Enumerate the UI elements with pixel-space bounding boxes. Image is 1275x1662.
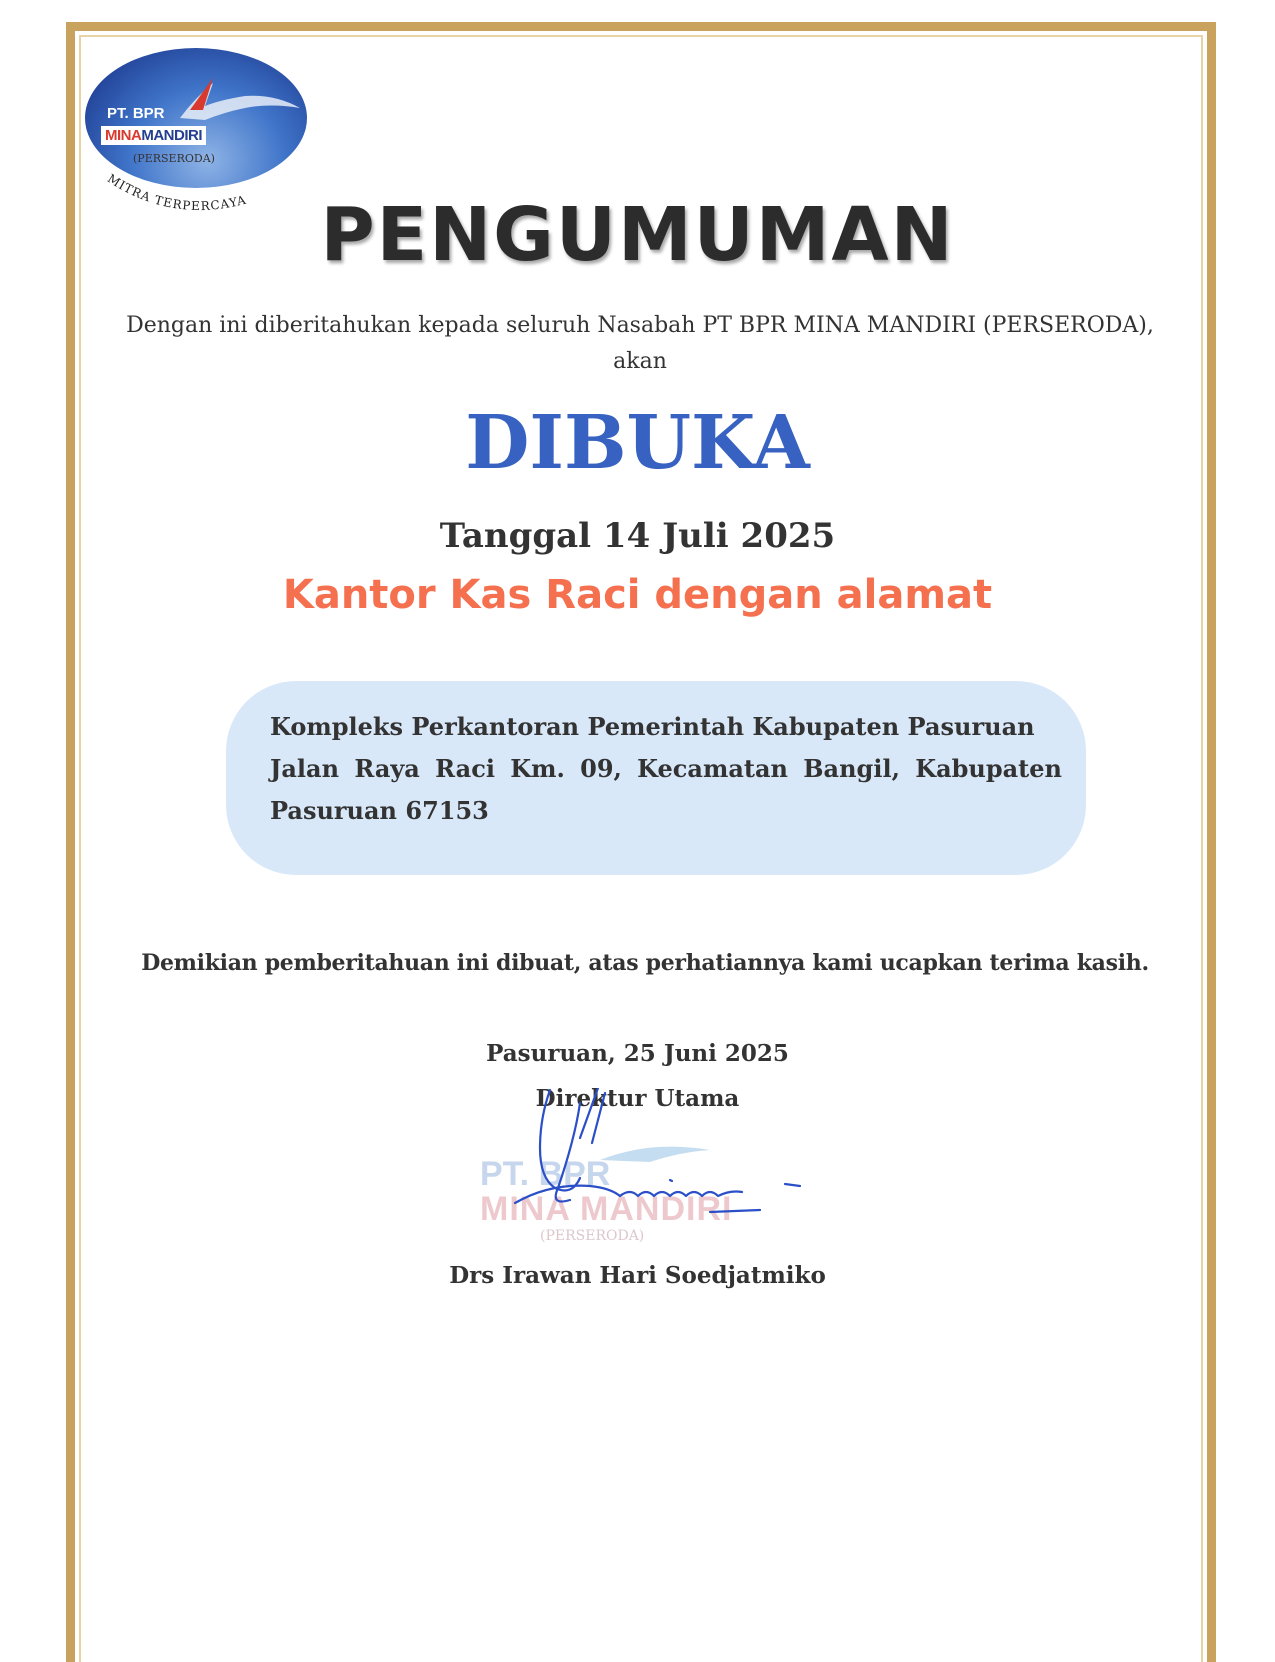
place-date: Pasuruan, 25 Juni 2025 [486,1040,789,1067]
office-heading: Kantor Kas Raci dengan alamat [282,572,993,618]
status-heading: DIBUKA [465,400,810,486]
opening-date: Tanggal 14 Juli 2025 [439,516,836,556]
logo-text-mina-mandiri: MINAMANDIRI [101,126,206,145]
signature [510,1088,840,1248]
intro-text [70,308,1210,380]
intro-line-1: Dengan ini diberitahukan kepada seluruh Nasabah PT BPR MINA MANDIRI (PERSERODA), [126,313,1154,338]
logo-text-perseroda: (PERSERODA) [133,152,215,165]
address-text [270,706,1062,832]
closing-text: Demikian pemberitahuan ini dibuat, atas perhatiannya kami ucapkan terima kasih. [141,950,1149,976]
signer-name: Drs Irawan Hari Soedjatmiko [449,1262,826,1289]
address-line-3: Pasuruan 67153 [270,796,489,825]
signer-position: Direktur Utama [535,1085,740,1112]
svg-text:MINA MANDIRI: MINA MANDIRI [480,1190,733,1228]
intro-line-2: akan [613,349,667,374]
page-title: PENGUMUMAN [320,192,955,278]
svg-text:PT. BPR: PT. BPR [480,1155,611,1193]
svg-text:(PERSERODA): (PERSERODA) [540,1228,645,1244]
address-line-2: Jalan Raya Raci Km. 09, Kecamatan Bangil, Kabupaten [270,754,1062,783]
svg-text:MITRA TERPERCAYA: MITRA TERPERCAYA [104,171,249,214]
address-line-1: Kompleks Perkantoran Pemerintah Kabupaten Pasuruan [270,712,1035,741]
logo-text-pt-bpr: PT. BPR [107,105,165,122]
